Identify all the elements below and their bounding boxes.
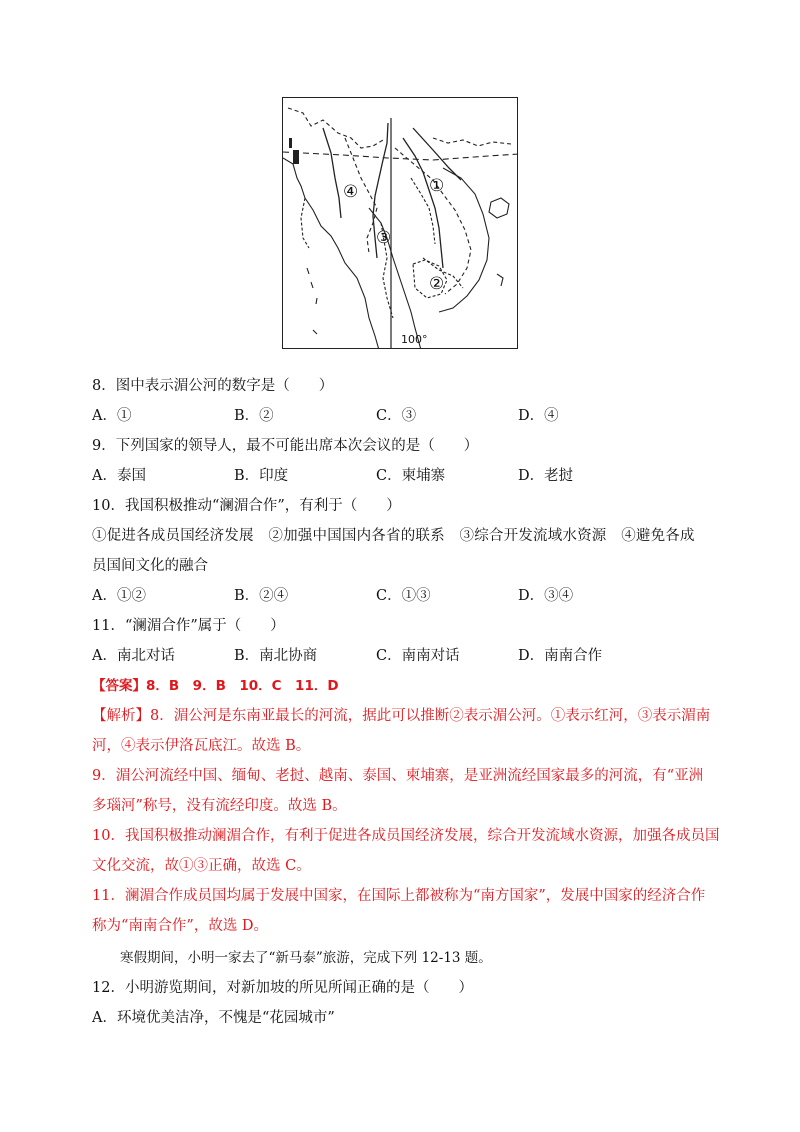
- q10-option-a: A．①②: [92, 588, 146, 604]
- q8-option-a: A．①: [92, 408, 132, 424]
- map-label-4: ④: [343, 182, 359, 202]
- river-red: [413, 128, 461, 180]
- river-irrawaddy: [323, 128, 341, 218]
- q9-option-d: D．老挝: [518, 468, 574, 484]
- analysis-line-7: 11．澜湄合作成员国均属于发展中国家，在国际上都被称为“南方国家”，发展中国家的经济合作: [92, 888, 706, 904]
- q10-statements-line1: ①促进各成员国经济发展 ②加强中国国内各省的联系 ③综合开发流域水资源 ④避免各成: [92, 528, 695, 544]
- q10-statements-line2: 员国间文化的融合: [92, 558, 208, 574]
- map-figure: [282, 97, 518, 349]
- analysis-line-2: 河，④表示伊洛瓦底江。故选 B。: [92, 738, 311, 754]
- q9-option-c: C．柬埔寨: [376, 468, 446, 484]
- q9-stem: 9．下列国家的领导人，最不可能出席本次会议的是（ ）: [92, 438, 479, 454]
- map-drawing: [283, 98, 518, 349]
- q10-option-d: D．③④: [518, 588, 574, 604]
- q8-option-d: D．④: [518, 408, 559, 424]
- q9-option-a: A．泰国: [92, 468, 146, 484]
- q8-option-c: C．③: [376, 408, 417, 424]
- q10-option-b: B．②④: [234, 588, 289, 604]
- q12-stem: 12．小明游览期间，对新加坡的所见所闻正确的是（ ）: [92, 980, 473, 996]
- river-mekong: [403, 138, 443, 268]
- analysis-line-5: 10．我国积极推动澜湄合作，有利于促进各成员国经济发展，综合开发流域水资源，加强各成员国: [92, 828, 720, 844]
- q9-option-b: B．印度: [234, 468, 289, 484]
- map-longitude-label: 100°: [401, 333, 428, 346]
- analysis-line-4: 多瑙河”称号，没有流经印度。故选 B。: [92, 798, 347, 814]
- intro-text: 寒假期间，小明一家去了“新马泰”旅游，完成下列 12-13 题。: [120, 950, 492, 966]
- analysis-line-1: 【解析】8．湄公河是东南亚最长的河流，据此可以推断②表示湄公河。①表示红河，③表示湄南: [92, 708, 711, 724]
- q8-option-b: B．②: [234, 408, 274, 424]
- analysis-line-3: 9．湄公河流经中国、缅甸、老挝、越南、泰国、柬埔寨，是亚洲流经国家最多的河流，有“亚洲: [92, 768, 704, 784]
- map-label-1: ①: [429, 176, 445, 196]
- q11-option-d: D．南南合作: [518, 648, 603, 664]
- q11-option-c: C．南南对话: [376, 648, 460, 664]
- answer-line: 【答案】8．B 9．B 10．C 11．D: [92, 678, 339, 694]
- q12-option-a: A．环境优美洁净，不愧是“花园城市”: [92, 1010, 335, 1026]
- q11-stem: 11．“澜湄合作”属于（ ）: [92, 618, 285, 634]
- q11-option-a: A．南北对话: [92, 648, 175, 664]
- analysis-line-8: 称为“南南合作”，故选 D。: [92, 918, 269, 934]
- q11-option-b: B．南北协商: [234, 648, 318, 664]
- q8-stem: 8．图中表示湄公河的数字是（ ）: [92, 378, 334, 394]
- analysis-line-6: 文化交流，故①③正确，故选 C。: [92, 858, 311, 874]
- map-label-2: ②: [429, 274, 445, 294]
- map-label-3: ③: [376, 228, 392, 248]
- q10-option-c: C．①③: [376, 588, 431, 604]
- q10-stem: 10．我国积极推动“澜湄合作”，有利于（ ）: [92, 498, 401, 514]
